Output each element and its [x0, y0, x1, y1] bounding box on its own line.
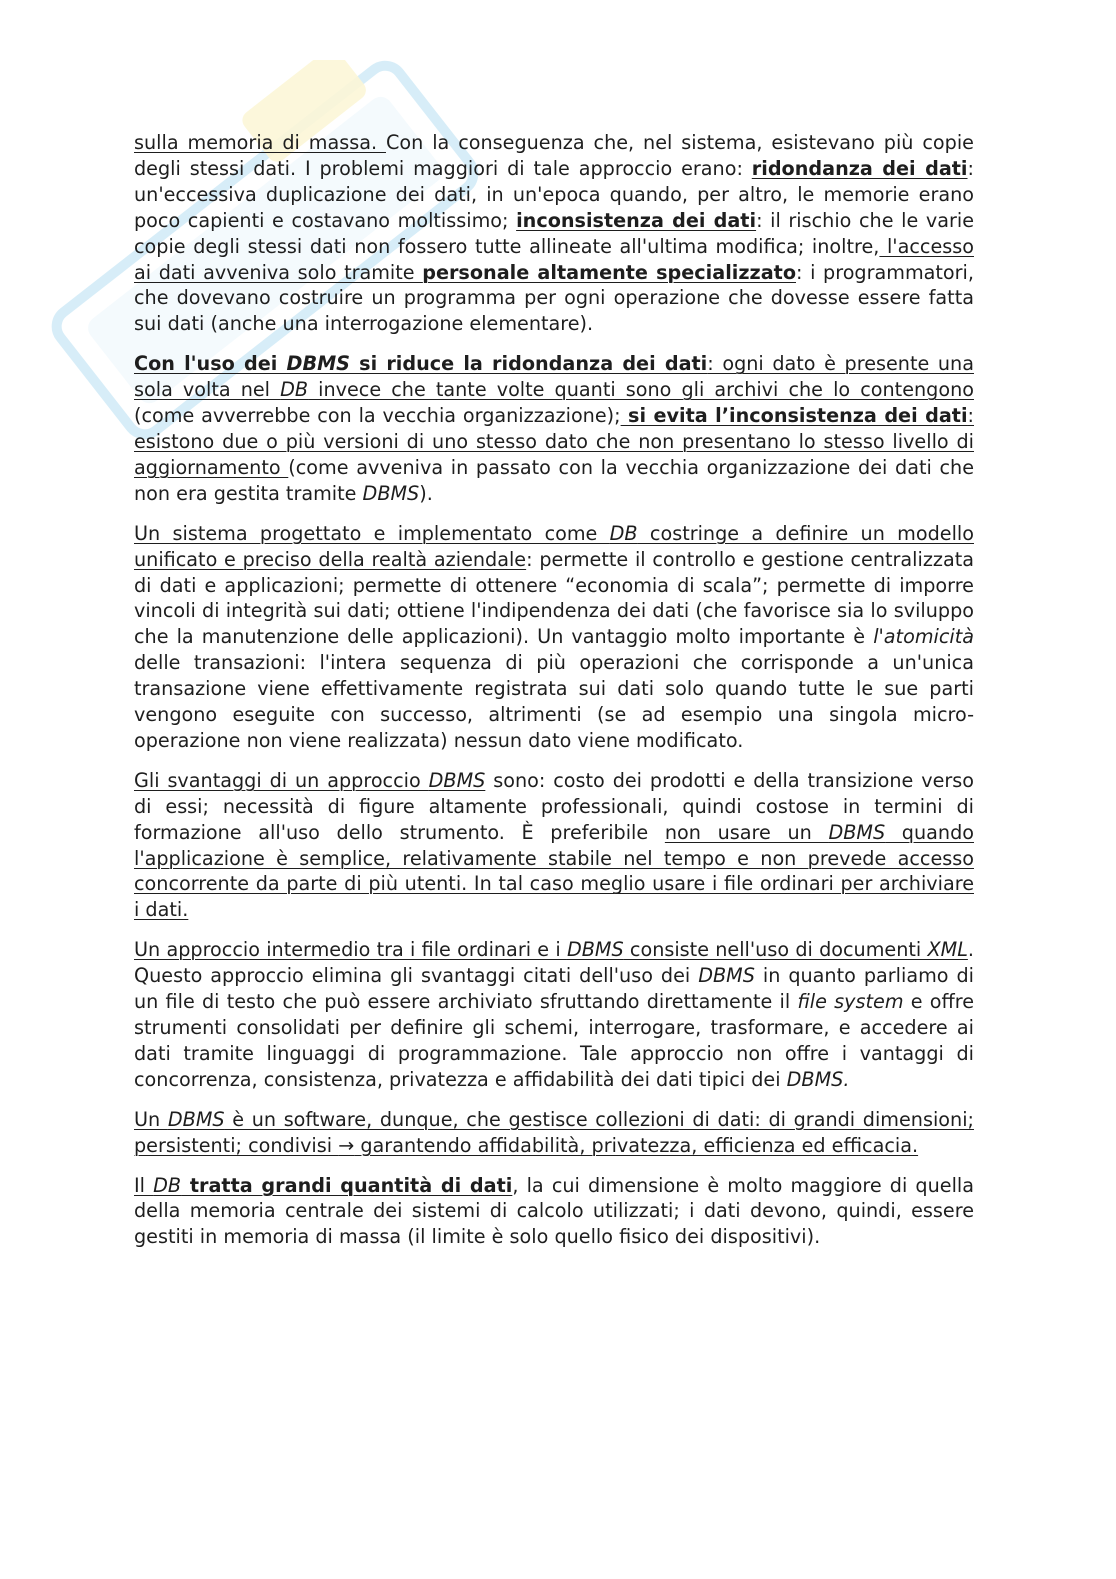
term-dbms: DBMS.	[786, 1067, 850, 1091]
text-run: costringe a definire un modello unificato e preciso della realtà aziendale	[134, 521, 974, 571]
text-run: : un'eccessiva duplicazione dei dati, in un'epoca quando, per altro, le memorie erano poco capienti e costavano moltissimo;	[134, 156, 974, 232]
document-body	[134, 130, 974, 1264]
term-dbms: DBMS	[428, 768, 486, 792]
bold-term-inconsistenza: inconsistenza dei dati	[516, 208, 757, 232]
text-run: : esistono due o più versioni di uno stesso dato che non presentano lo stesso livello di aggiornamento	[134, 404, 974, 479]
term-dbms: DBMS	[698, 964, 755, 988]
term-xml: XML	[927, 938, 968, 962]
text-run: , la cui dimensione è molto maggiore di quella della memoria centrale dei sistemi di calcolo utilizzati; i dati devono, quindi, essere gestiti in memoria di massa (il limite è solo quello fisico dei dispositivi).	[134, 1173, 974, 1249]
term-db: DB	[609, 521, 638, 545]
bold-term-personale: personale altamente specializzato	[422, 260, 796, 284]
paragraph-4	[134, 768, 974, 923]
text-run: delle transazioni: l'intera sequenza di più operazioni che corrisponde a un'unica transazione viene effettivamente registrata sui dati solo quando tutte le sue parti vengono eseguite con successo, altrimenti (se ad esempio una singola micro-operazione non viene realizzata) nessun dato viene modificato.	[134, 651, 974, 752]
term-db: DB	[280, 378, 309, 402]
text-run: si evita l’inconsistenza dei dati	[620, 404, 968, 428]
text-run: : i programmatori, che dovevano costruire un programma per ogni operazione che dovesse essere fatta sui dati (anche una interrogazione elementare).	[134, 260, 974, 336]
text-run: si riduce la ridondanza dei dati	[349, 352, 708, 376]
paragraph-5	[134, 937, 974, 1092]
text-run: Un	[134, 1107, 168, 1131]
text-run: quando l'applicazione è semplice, relativamente stabile nel tempo e non prevede accesso concorrente da parte di più utenti. In tal caso meglio usare i file ordinari per archiviare i dati.	[134, 820, 974, 922]
text-run: consiste nell'uso di documenti	[623, 938, 928, 962]
paragraph-6	[134, 1107, 974, 1159]
paragraph-7	[134, 1173, 974, 1251]
bold-term-grandi-quantita: tratta grandi quantità di dati	[181, 1173, 513, 1197]
paragraph-3	[134, 521, 974, 754]
text-run: Con la conseguenza che, nel sistema, esistevano più copie degli stessi dati. I problemi maggiori di tale approccio erano:	[134, 131, 974, 180]
text-run: garantendo affidabilità, privatezza, efficienza ed efficacia.	[354, 1133, 919, 1157]
text-run: sulla memoria di massa.	[134, 131, 386, 154]
bold-term-ridondanza: ridondanza dei dati	[751, 156, 968, 180]
term-dbms: DBMS	[362, 481, 420, 505]
text-run: Un approccio intermedio tra i file ordinari e i	[134, 938, 567, 962]
text-run: . Questo approccio elimina gli svantaggi citati dell'uso dei	[134, 938, 974, 988]
text-run: Il	[134, 1173, 154, 1197]
text-run: sono: costo dei prodotti e della transizione verso di essi; necessità di figure altamente professionali, quindi costose in termini di formazione all'uso dello strumento. È preferibile	[134, 768, 974, 844]
text-run: : permette il controllo e gestione centralizzata di dati e applicazioni; permette di ottenere “economia di scala”; permette di imporre vincoli di integrità sui dati; ottiene l'indipendenza dei dati (che favorisce sia lo sviluppo che la manutenzione delle applicazioni). Un vantaggio molto importante è	[134, 547, 975, 649]
text-run: Un sistema progettato e implementato come	[134, 521, 610, 545]
text-run: non usare un	[664, 820, 829, 844]
term-dbms: DBMS	[286, 352, 350, 376]
term-file-system: file system	[797, 990, 904, 1014]
text-run: Con l'uso dei	[134, 352, 287, 376]
term-dbms: DBMS	[828, 820, 886, 844]
paragraph-1	[134, 130, 974, 337]
text-run: l'accesso ai dati avveniva solo tramite	[134, 234, 974, 284]
text-run: ).	[419, 481, 433, 505]
paragraph-2	[134, 351, 974, 506]
term-atomicita: l'atomicità	[873, 625, 974, 649]
text-run: (come avverrebbe con la vecchia organizzazione);	[134, 404, 621, 428]
text-run: : ogni dato è presente una sola volta nel	[134, 352, 974, 402]
text-run: e offre strumenti consolidati per definire gli schemi, interrogare, trasformare, e accedere ai dati tramite linguaggi di programmazione. Tale approccio non offre i vantaggi di concorrenza, consistenza, privatezza e affidabilità dei dati tipici dei	[134, 990, 975, 1091]
text-run: è un software, dunque, che gestisce collezioni di dati: di grandi dimensioni; persistenti; condivisi	[134, 1107, 974, 1157]
text-run: (come avveniva in passato con la vecchia organizzazione dei dati che non era gestita tramite	[134, 455, 974, 505]
term-dbms: DBMS	[566, 938, 624, 962]
text-run: in quanto parliamo di un file di testo che può essere archiviato sfruttando direttamente il	[134, 964, 974, 1014]
text-run: : il rischio che le varie copie degli stessi dati non fossero tutte allineate all'ultima modifica; inoltre,	[134, 208, 974, 258]
arrow-icon: →	[338, 1133, 355, 1157]
term-dbms: DBMS	[167, 1107, 225, 1131]
term-db: DB	[153, 1173, 182, 1197]
text-run: invece che tante volte quanti sono gli archivi che lo contengono	[308, 378, 974, 402]
text-run: Gli svantaggi di un approccio	[134, 768, 429, 792]
